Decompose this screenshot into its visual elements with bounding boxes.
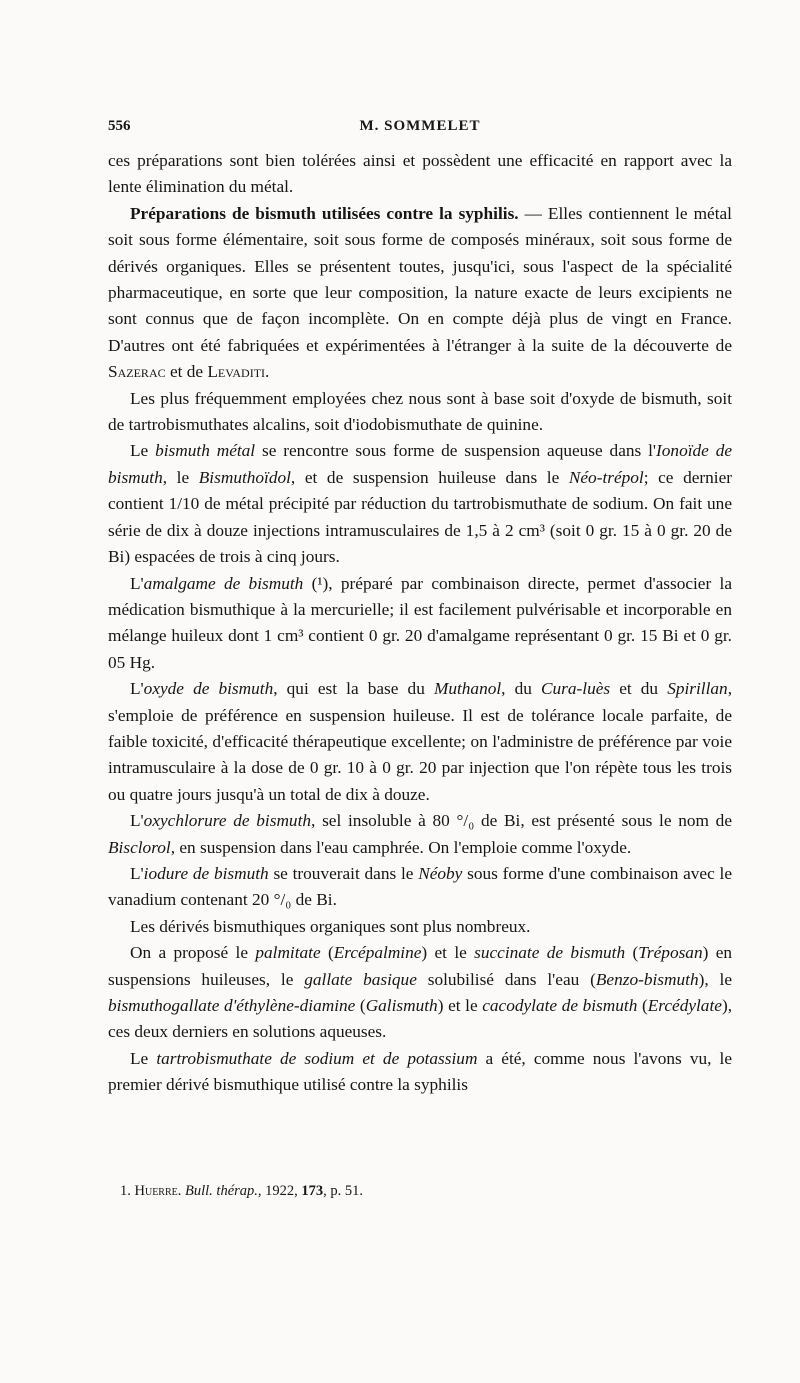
- text-run: .: [177, 1183, 185, 1199]
- text-run: (: [625, 943, 639, 963]
- italic-term: tartrobismuthate de sodium et de potassium: [156, 1048, 478, 1068]
- text-run: se trouverait dans le: [268, 863, 419, 883]
- text-run: se rencontre sous forme de suspension aqueuse dans l': [255, 441, 657, 461]
- text-run: ces préparations sont bien tolérées ainsi et possèdent une efficacité en rapport avec la lente élimination du métal.: [108, 151, 732, 197]
- italic-term: palmitate: [255, 943, 321, 963]
- text-run: , s'emploie de préférence en suspension huileuse. Il est de tolérance locale parfaite, de faible toxicité, d'efficacité thérapeutique excellente; on l'administre de préférence par voie intramusculaire à la dose de 0 gr. 10 à 0 gr. 20 par injection que l'on répète tous les trois ou quatre jours jusqu'à un total de dix à douze.: [108, 679, 733, 804]
- text-run: , qui est la base du: [273, 679, 434, 699]
- text-run: , sel insoluble à 80 °/₀ de Bi, est présenté sous le nom de: [311, 811, 732, 831]
- text-run: et du: [610, 679, 668, 699]
- text-run: .: [265, 362, 270, 382]
- text-run: (: [637, 996, 648, 1015]
- paragraph: [108, 386, 732, 439]
- italic-term: Cura-luès: [540, 679, 611, 699]
- text-run: ) et le: [437, 996, 483, 1015]
- italic-term: cacodylate de bismuth: [482, 996, 638, 1015]
- text-run: 1.: [120, 1183, 135, 1199]
- text-run: ; ce dernier contient 1/10 de métal précipité par réduction du tartrobismuthate de sodium. On fait une série de dix à douze injections intramusculaires de 1,5 à 2 cm³ (soit 0 gr. 15 à 0 gr. 20 de Bi) espacées de trois à cinq jours.: [108, 467, 733, 567]
- paragraph: [108, 1046, 732, 1099]
- text-run: ) en suspensions huileuses, le: [108, 943, 733, 989]
- italic-term: Muthanol: [433, 679, 502, 699]
- italic-term: oxychlorure de bismuth: [143, 811, 312, 831]
- paragraph: [108, 940, 732, 1046]
- bold-heading: 173: [301, 1183, 324, 1199]
- text-run: sous forme d'une combinaison avec le vanadium contenant 20 °/₀ de Bi.: [108, 863, 732, 910]
- italic-term: Bisclorol: [108, 837, 171, 857]
- text-run: , 1922,: [257, 1183, 302, 1199]
- footnote: [120, 1181, 720, 1201]
- italic-term: Ionoïde de bismuth: [108, 441, 733, 487]
- paragraph: [108, 676, 732, 808]
- italic-term: oxyde de bismuth: [143, 679, 274, 699]
- italic-term: Galismuth: [365, 996, 438, 1015]
- running-header: [108, 118, 732, 140]
- text-run: (: [355, 996, 366, 1015]
- paragraph: [108, 914, 732, 940]
- author-name: Levaditi: [207, 362, 266, 382]
- running-head-author: M. SOMMELET: [359, 118, 481, 134]
- text-run: solubilisé dans l'eau (: [416, 969, 596, 989]
- text-run: ), ces deux derniers en solutions aqueuses.: [108, 996, 733, 1042]
- italic-term: gallate basique: [304, 969, 417, 989]
- page-number: 556: [108, 118, 131, 134]
- italic-term: iodure de bismuth: [143, 863, 269, 883]
- paragraph: [108, 808, 732, 861]
- italic-term: Bull. thérap.: [185, 1183, 258, 1199]
- text-run: L': [130, 573, 144, 593]
- paragraph: [108, 201, 732, 386]
- text-run: Le: [130, 441, 156, 461]
- italic-term: Tréposan: [638, 943, 703, 963]
- text-run: ), le: [698, 969, 732, 989]
- text-run: L': [130, 811, 144, 831]
- italic-term: Ercédylate: [647, 996, 722, 1015]
- author-name: Huerre: [134, 1183, 178, 1199]
- text-run: On a proposé le: [130, 943, 256, 963]
- text-run: L': [130, 863, 144, 883]
- text-run: — Elles contiennent le métal soit sous forme élémentaire, soit sous forme de composés minéraux, soit sous forme de dérivés organiques. Elles se présentent toutes, jusqu'ici, sous l'aspect de la spécialité pharmaceutique, en sorte que leur composition, la nature exacte de leurs excipients ne sont connus que de façon incomplète. On en compte déjà plus de vingt en France. D'autres ont été fabriquées et expérimentées à l'étranger à la suite de la découverte de: [108, 203, 732, 355]
- paragraph: [108, 438, 732, 570]
- text-run: (¹), préparé par combinaison directe, permet d'associer la médication bismuthique à la mercurielle; il est facilement pulvérisable et incorporable en mélange huileux dont 1 cm³ contient 0 gr. 20 d'amalgame représentant 0 gr. 15 Bi et 0 gr. 05 Hg.: [108, 573, 732, 672]
- italic-term: bismuthogallate d'éthylène-diamine: [108, 996, 356, 1015]
- italic-term: succinate de bismuth: [474, 943, 626, 963]
- text-run: Les dérivés bismuthiques organiques sont plus nombreux.: [130, 916, 531, 936]
- italic-term: Spirillan: [667, 679, 728, 699]
- body-text: [108, 148, 732, 1099]
- italic-term: Ercépalmine: [333, 943, 422, 963]
- text-run: , du: [501, 679, 541, 699]
- text-run: , p. 51.: [323, 1183, 364, 1199]
- italic-term: Néoby: [418, 863, 463, 883]
- text-run: , et de suspension huileuse dans le: [290, 467, 569, 487]
- text-run: L': [130, 679, 144, 699]
- italic-term: bismuth métal: [155, 441, 256, 461]
- text-run: a été, comme nous l'avons vu, le premier dérivé bismuthique utilisé contre la syphilis: [108, 1048, 732, 1095]
- italic-term: Benzo-bismuth: [595, 969, 699, 989]
- text-run: , en suspension dans l'eau camphrée. On l'emploie comme l'oxyde.: [170, 837, 632, 857]
- paragraph: [108, 148, 732, 201]
- paragraph: [108, 571, 732, 677]
- text-run: Le: [130, 1048, 157, 1068]
- text-run: Les plus fréquemment employées chez nous sont à base soit d'oxyde de bismuth, soit de tartrobismuthates alcalins, soit d'iodobismuthate de quinine.: [108, 388, 732, 435]
- text-run: (: [320, 943, 334, 963]
- text-run: et de: [165, 362, 208, 382]
- italic-term: Bismuthoïdol: [198, 467, 291, 487]
- italic-term: Néo-trépol: [568, 467, 644, 487]
- italic-term: amalgame de bismuth: [143, 573, 304, 593]
- text-run: ) et le: [421, 943, 475, 963]
- bold-heading: Préparations de bismuth utilisées contre la syphilis.: [130, 203, 519, 223]
- author-name: Sazerac: [108, 362, 166, 382]
- paragraph: [108, 861, 732, 914]
- text-run: , le: [162, 467, 199, 487]
